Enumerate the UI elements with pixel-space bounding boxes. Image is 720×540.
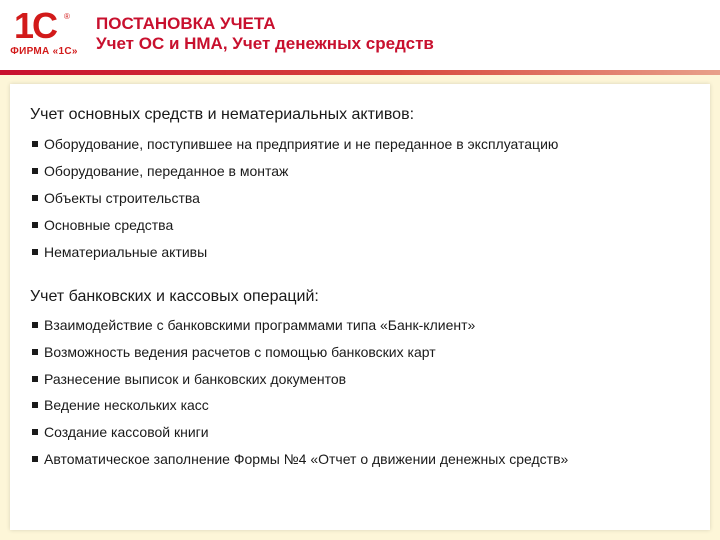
list-item-text: Возможность ведения расчетов с помощью банковских карт	[44, 344, 436, 360]
list-item	[32, 217, 173, 233]
list-item-text: Оборудование, поступившее на предприятие и не переданное в эксплуатацию	[44, 136, 559, 152]
list-item-text: Объекты строительства	[44, 190, 200, 206]
section-heading-colon: :	[314, 288, 319, 305]
list-item-text: Ведение нескольких касс	[44, 397, 209, 413]
section-heading-colon: :	[409, 106, 415, 123]
list-item	[32, 451, 568, 467]
list-item	[32, 371, 346, 387]
list-item	[32, 344, 436, 360]
square-bullet-icon	[32, 195, 38, 201]
square-bullet-icon	[32, 141, 38, 147]
slide-subtitle: Учет ОС и НМА, Учет денежных средств	[96, 34, 434, 53]
list-item-text: Автоматическое заполнение Формы №4 «Отчет о движении денежных средств»	[44, 451, 569, 467]
list-item	[32, 136, 558, 152]
content-panel	[10, 84, 710, 530]
slide-title: ПОСТАНОВКА УЧЕТА	[96, 14, 276, 33]
square-bullet-icon	[32, 222, 38, 228]
section-heading-text: Учет основных средств и нематериальных активов	[30, 106, 410, 123]
square-bullet-icon	[32, 168, 38, 174]
list-item-text: Нематериальные активы	[44, 244, 208, 260]
square-bullet-icon	[32, 376, 38, 382]
logo-caption: ФИРМА «1С»	[10, 46, 78, 57]
list-item	[32, 424, 209, 440]
list-item	[32, 163, 288, 179]
list-item	[32, 190, 200, 206]
header-divider	[0, 70, 720, 75]
section-heading-bank-cash	[30, 288, 319, 306]
square-bullet-icon	[32, 322, 38, 328]
list-item	[32, 317, 475, 333]
logo-mark: 1С	[14, 5, 57, 46]
list-item-text: Основные средства	[44, 217, 174, 233]
square-bullet-icon	[32, 249, 38, 255]
square-bullet-icon	[32, 402, 38, 408]
list-item-text: Создание кассовой книги	[44, 424, 209, 440]
list-item-text: Взаимодействие с банковскими программами типа «Банк-клиент»	[44, 317, 476, 333]
list-item-text: Оборудование, переданное в монтаж	[44, 163, 289, 179]
registered-mark: ®	[64, 12, 70, 21]
square-bullet-icon	[32, 349, 38, 355]
list-item	[32, 397, 209, 413]
section-heading-text: Учет банковских и кассовых операций	[30, 288, 315, 305]
1c-logo	[8, 6, 80, 62]
list-item-text: Разнесение выписок и банковских документов	[44, 371, 347, 387]
section-heading-fixed-assets	[30, 106, 414, 124]
square-bullet-icon	[32, 456, 38, 462]
slide-header	[0, 0, 720, 70]
square-bullet-icon	[32, 429, 38, 435]
list-item	[32, 244, 207, 260]
